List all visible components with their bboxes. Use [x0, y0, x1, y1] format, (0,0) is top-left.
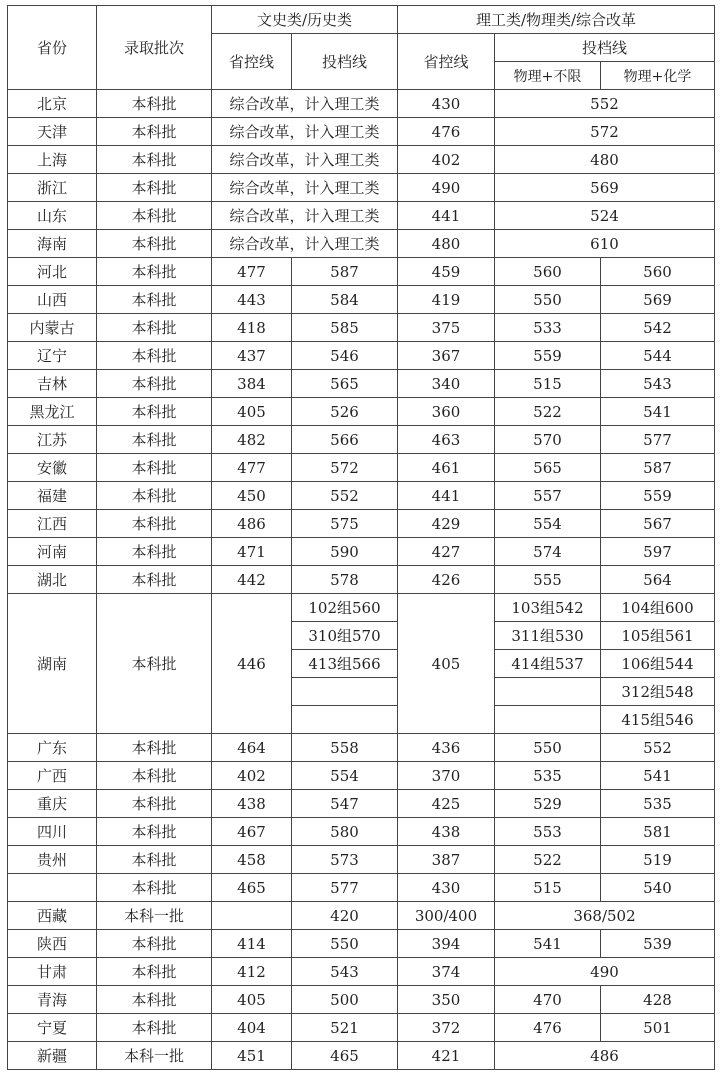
cell-note: 综合改革，计入理工类	[212, 118, 398, 146]
cell-arts-admission: 575	[292, 510, 398, 538]
cell-physics-any: 311组530	[495, 622, 601, 650]
cell-physics-any: 554	[495, 510, 601, 538]
table-row	[8, 790, 715, 818]
table-row	[8, 398, 715, 426]
cell-arts-control: 458	[212, 846, 292, 874]
cell-science-control: 441	[398, 482, 495, 510]
admission-table	[7, 5, 715, 1070]
table-row-hunan	[8, 594, 715, 622]
header-arts-control: 省控线	[212, 34, 292, 90]
cell-province: 广东	[8, 734, 97, 762]
cell-arts-admission: 554	[292, 762, 398, 790]
cell-physics-chemistry: 541	[601, 762, 715, 790]
header-physics-chemistry: 物理+化学	[601, 62, 715, 90]
cell-batch: 本科批	[97, 538, 212, 566]
cell-science-control: 300/400	[398, 902, 495, 930]
cell-arts-admission: 500	[292, 986, 398, 1014]
cell-physics-any: 515	[495, 874, 601, 902]
cell-arts-admission: 102组560	[292, 594, 398, 622]
cell-arts-admission: 578	[292, 566, 398, 594]
cell-province: 甘肃	[8, 958, 97, 986]
cell-batch: 本科批	[97, 846, 212, 874]
cell-physics-chemistry: 542	[601, 314, 715, 342]
cell-arts-admission: 580	[292, 818, 398, 846]
cell-physics-chemistry: 560	[601, 258, 715, 286]
table-row	[8, 174, 715, 202]
cell-arts-control: 443	[212, 286, 292, 314]
cell-batch: 本科批	[97, 202, 212, 230]
cell-batch: 本科批	[97, 734, 212, 762]
table-row	[8, 734, 715, 762]
cell-physics-chemistry: 597	[601, 538, 715, 566]
cell-physics-chemistry: 428	[601, 986, 715, 1014]
cell-arts-admission: 587	[292, 258, 398, 286]
cell-batch: 本科批	[97, 958, 212, 986]
cell-physics-chemistry: 540	[601, 874, 715, 902]
table-row	[8, 1014, 715, 1042]
cell-physics-chemistry: 519	[601, 846, 715, 874]
cell-arts-control: 405	[212, 986, 292, 1014]
cell-physics-chemistry: 577	[601, 426, 715, 454]
cell-province: 湖北	[8, 566, 97, 594]
cell-province	[8, 874, 97, 902]
cell-arts-admission: 310组570	[292, 622, 398, 650]
cell-note: 综合改革，计入理工类	[212, 230, 398, 258]
cell-science-control: 430	[398, 90, 495, 118]
cell-science-control: 419	[398, 286, 495, 314]
cell-province: 福建	[8, 482, 97, 510]
cell-physics-chemistry: 559	[601, 482, 715, 510]
cell-physics-chemistry: 535	[601, 790, 715, 818]
cell-science-control: 394	[398, 930, 495, 958]
cell-arts-control: 384	[212, 370, 292, 398]
cell-note: 综合改革，计入理工类	[212, 174, 398, 202]
table-row	[8, 370, 715, 398]
cell-physics-any: 557	[495, 482, 601, 510]
cell-science-control: 425	[398, 790, 495, 818]
cell-physics-chemistry: 501	[601, 1014, 715, 1042]
cell-physics-chemistry: 104组600	[601, 594, 715, 622]
table-row	[8, 118, 715, 146]
cell-arts-admission: 566	[292, 426, 398, 454]
cell-physics-any: 470	[495, 986, 601, 1014]
header-arts-admission: 投档线	[292, 34, 398, 90]
cell-science-admission: 552	[495, 90, 715, 118]
header-physics-any: 物理+不限	[495, 62, 601, 90]
cell-arts-admission: 577	[292, 874, 398, 902]
cell-physics-any: 574	[495, 538, 601, 566]
cell-province: 海南	[8, 230, 97, 258]
cell-batch: 本科批	[97, 566, 212, 594]
table-row	[8, 342, 715, 370]
cell-arts-control: 404	[212, 1014, 292, 1042]
cell-physics-chemistry: 564	[601, 566, 715, 594]
cell-arts-control: 486	[212, 510, 292, 538]
cell-arts-admission: 546	[292, 342, 398, 370]
cell-physics-any: 522	[495, 846, 601, 874]
table-row	[8, 902, 715, 930]
cell-science-admission: 368/502	[495, 902, 715, 930]
cell-arts-admission: 420	[292, 902, 398, 930]
cell-province: 内蒙古	[8, 314, 97, 342]
cell-province: 西藏	[8, 902, 97, 930]
cell-province: 湖南	[8, 594, 97, 734]
cell-batch: 本科批	[97, 426, 212, 454]
cell-science-control: 459	[398, 258, 495, 286]
cell-physics-chemistry: 312组548	[601, 678, 715, 706]
cell-arts-control: 414	[212, 930, 292, 958]
cell-physics-chemistry: 587	[601, 454, 715, 482]
header-science-group: 理工类/物理类/综合改革	[398, 6, 715, 34]
cell-physics-chemistry: 105组561	[601, 622, 715, 650]
cell-batch: 本科批	[97, 118, 212, 146]
cell-batch: 本科一批	[97, 1042, 212, 1070]
cell-arts-control: 450	[212, 482, 292, 510]
cell-physics-chemistry: 543	[601, 370, 715, 398]
cell-arts-admission: 552	[292, 482, 398, 510]
cell-arts-admission: 558	[292, 734, 398, 762]
cell-arts-control: 442	[212, 566, 292, 594]
cell-science-control: 374	[398, 958, 495, 986]
header-arts-group: 文史类/历史类	[212, 6, 398, 34]
cell-arts-admission: 543	[292, 958, 398, 986]
cell-physics-chemistry: 541	[601, 398, 715, 426]
cell-physics-any: 553	[495, 818, 601, 846]
cell-arts-admission: 521	[292, 1014, 398, 1042]
cell-physics-chemistry: 569	[601, 286, 715, 314]
cell-batch: 本科批	[97, 90, 212, 118]
cell-batch: 本科批	[97, 594, 212, 734]
cell-arts-admission: 413组566	[292, 650, 398, 678]
cell-batch: 本科批	[97, 258, 212, 286]
cell-physics-any: 550	[495, 286, 601, 314]
table-row	[8, 874, 715, 902]
cell-province: 河北	[8, 258, 97, 286]
cell-batch: 本科批	[97, 146, 212, 174]
cell-batch: 本科批	[97, 762, 212, 790]
cell-science-control: 367	[398, 342, 495, 370]
cell-arts-control: 477	[212, 258, 292, 286]
cell-science-control: 387	[398, 846, 495, 874]
cell-province: 贵州	[8, 846, 97, 874]
cell-physics-chemistry: 552	[601, 734, 715, 762]
cell-province: 天津	[8, 118, 97, 146]
cell-batch: 本科批	[97, 874, 212, 902]
cell-batch: 本科批	[97, 818, 212, 846]
cell-batch: 本科批	[97, 482, 212, 510]
table-row	[8, 762, 715, 790]
cell-science-control: 370	[398, 762, 495, 790]
cell-physics-chemistry: 539	[601, 930, 715, 958]
cell-science-control: 350	[398, 986, 495, 1014]
cell-arts-control: 482	[212, 426, 292, 454]
table-row	[8, 286, 715, 314]
cell-science-control: 436	[398, 734, 495, 762]
cell-note: 综合改革，计入理工类	[212, 202, 398, 230]
table-row	[8, 510, 715, 538]
cell-batch: 本科批	[97, 790, 212, 818]
cell-science-control: 476	[398, 118, 495, 146]
cell-arts-control: 477	[212, 454, 292, 482]
cell-province: 新疆	[8, 1042, 97, 1070]
table-row	[8, 482, 715, 510]
table-row	[8, 230, 715, 258]
cell-science-control: 461	[398, 454, 495, 482]
cell-science-admission: 610	[495, 230, 715, 258]
cell-science-control: 360	[398, 398, 495, 426]
cell-physics-chemistry: 567	[601, 510, 715, 538]
cell-physics-any: 535	[495, 762, 601, 790]
cell-physics-any: 560	[495, 258, 601, 286]
table-row	[8, 1042, 715, 1070]
cell-science-control: 402	[398, 146, 495, 174]
cell-arts-admission: 547	[292, 790, 398, 818]
cell-science-control: 429	[398, 510, 495, 538]
cell-batch: 本科批	[97, 314, 212, 342]
cell-arts-control	[212, 902, 292, 930]
cell-science-control: 427	[398, 538, 495, 566]
cell-science-control: 421	[398, 1042, 495, 1070]
cell-science-control: 430	[398, 874, 495, 902]
cell-arts-control: 471	[212, 538, 292, 566]
cell-province: 陕西	[8, 930, 97, 958]
cell-physics-any: 559	[495, 342, 601, 370]
cell-physics-any: 555	[495, 566, 601, 594]
cell-science-control: 375	[398, 314, 495, 342]
table-row	[8, 90, 715, 118]
cell-province: 黑龙江	[8, 398, 97, 426]
cell-province: 广西	[8, 762, 97, 790]
cell-physics-any: 541	[495, 930, 601, 958]
cell-province: 安徽	[8, 454, 97, 482]
cell-batch: 本科批	[97, 370, 212, 398]
table-row	[8, 930, 715, 958]
cell-arts-admission: 565	[292, 370, 398, 398]
cell-science-control: 405	[398, 594, 495, 734]
header-batch: 录取批次	[97, 6, 212, 90]
cell-physics-chemistry: 415组546	[601, 706, 715, 734]
cell-physics-any: 529	[495, 790, 601, 818]
cell-arts-admission: 465	[292, 1042, 398, 1070]
header-science-admission: 投档线	[495, 34, 715, 62]
cell-physics-any: 103组542	[495, 594, 601, 622]
cell-batch: 本科批	[97, 510, 212, 538]
cell-province: 河南	[8, 538, 97, 566]
table-row	[8, 454, 715, 482]
cell-arts-admission	[292, 706, 398, 734]
header-science-control: 省控线	[398, 34, 495, 90]
cell-province: 江苏	[8, 426, 97, 454]
cell-batch: 本科一批	[97, 902, 212, 930]
cell-science-control: 480	[398, 230, 495, 258]
cell-arts-control: 438	[212, 790, 292, 818]
cell-science-admission: 572	[495, 118, 715, 146]
cell-science-admission: 569	[495, 174, 715, 202]
cell-arts-control: 464	[212, 734, 292, 762]
cell-arts-admission: 526	[292, 398, 398, 426]
cell-arts-control: 465	[212, 874, 292, 902]
cell-physics-any	[495, 678, 601, 706]
cell-science-admission: 524	[495, 202, 715, 230]
header-province: 省份	[8, 6, 97, 90]
cell-batch: 本科批	[97, 342, 212, 370]
cell-province: 青海	[8, 986, 97, 1014]
cell-arts-admission	[292, 678, 398, 706]
cell-physics-chemistry: 106组544	[601, 650, 715, 678]
cell-province: 北京	[8, 90, 97, 118]
table-row	[8, 566, 715, 594]
cell-province: 辽宁	[8, 342, 97, 370]
cell-physics-any: 414组537	[495, 650, 601, 678]
table-row	[8, 538, 715, 566]
cell-arts-control: 412	[212, 958, 292, 986]
table-row	[8, 426, 715, 454]
cell-batch: 本科批	[97, 230, 212, 258]
cell-arts-control: 451	[212, 1042, 292, 1070]
cell-science-control: 441	[398, 202, 495, 230]
cell-province: 重庆	[8, 790, 97, 818]
cell-physics-chemistry: 581	[601, 818, 715, 846]
cell-arts-admission: 585	[292, 314, 398, 342]
cell-arts-control: 467	[212, 818, 292, 846]
table-row	[8, 258, 715, 286]
table-row	[8, 818, 715, 846]
cell-batch: 本科批	[97, 454, 212, 482]
cell-science-admission: 486	[495, 1042, 715, 1070]
cell-physics-any: 533	[495, 314, 601, 342]
cell-batch: 本科批	[97, 1014, 212, 1042]
table-row	[8, 146, 715, 174]
cell-note: 综合改革，计入理工类	[212, 146, 398, 174]
cell-arts-control: 446	[212, 594, 292, 734]
cell-province: 四川	[8, 818, 97, 846]
cell-arts-control: 405	[212, 398, 292, 426]
cell-arts-admission: 584	[292, 286, 398, 314]
cell-province: 浙江	[8, 174, 97, 202]
cell-arts-admission: 590	[292, 538, 398, 566]
cell-province: 宁夏	[8, 1014, 97, 1042]
cell-batch: 本科批	[97, 398, 212, 426]
table-row	[8, 846, 715, 874]
cell-arts-control: 418	[212, 314, 292, 342]
cell-physics-any: 515	[495, 370, 601, 398]
cell-arts-admission: 572	[292, 454, 398, 482]
table-row	[8, 202, 715, 230]
cell-physics-any: 522	[495, 398, 601, 426]
cell-physics-chemistry: 544	[601, 342, 715, 370]
cell-batch: 本科批	[97, 986, 212, 1014]
table-row	[8, 314, 715, 342]
cell-province: 上海	[8, 146, 97, 174]
table-row	[8, 958, 715, 986]
cell-science-admission: 490	[495, 958, 715, 986]
cell-science-control: 426	[398, 566, 495, 594]
cell-batch: 本科批	[97, 174, 212, 202]
cell-arts-admission: 573	[292, 846, 398, 874]
cell-arts-control: 402	[212, 762, 292, 790]
cell-batch: 本科批	[97, 930, 212, 958]
cell-arts-admission: 550	[292, 930, 398, 958]
cell-province: 吉林	[8, 370, 97, 398]
cell-science-admission: 480	[495, 146, 715, 174]
cell-province: 山东	[8, 202, 97, 230]
cell-note: 综合改革，计入理工类	[212, 90, 398, 118]
cell-province: 江西	[8, 510, 97, 538]
cell-science-control: 490	[398, 174, 495, 202]
cell-physics-any: 550	[495, 734, 601, 762]
cell-physics-any: 570	[495, 426, 601, 454]
cell-province: 山西	[8, 286, 97, 314]
cell-science-control: 372	[398, 1014, 495, 1042]
cell-science-control: 463	[398, 426, 495, 454]
cell-science-control: 340	[398, 370, 495, 398]
cell-physics-any: 476	[495, 1014, 601, 1042]
cell-science-control: 438	[398, 818, 495, 846]
cell-arts-control: 437	[212, 342, 292, 370]
cell-physics-any	[495, 706, 601, 734]
cell-physics-any: 565	[495, 454, 601, 482]
cell-batch: 本科批	[97, 286, 212, 314]
table-row	[8, 986, 715, 1014]
